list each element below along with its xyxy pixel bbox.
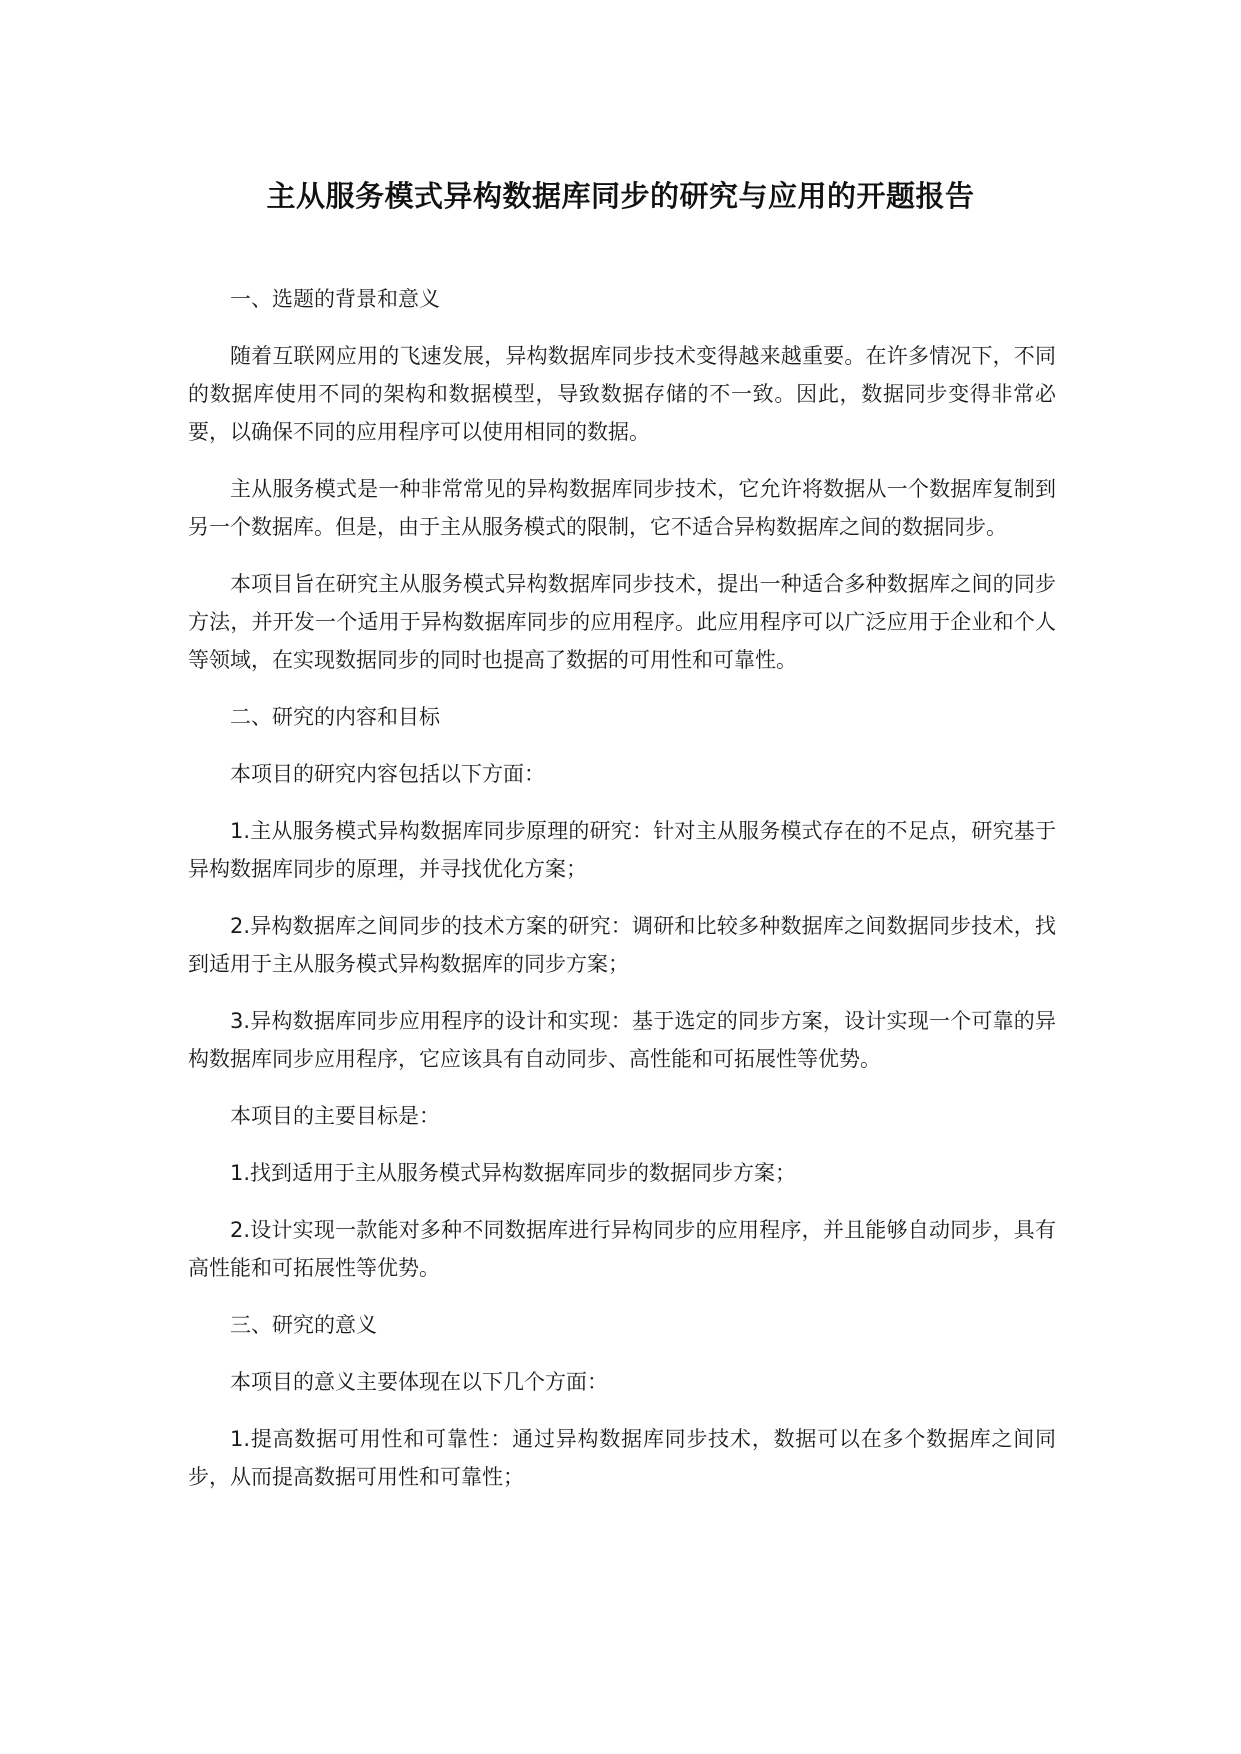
list-item: 1.找到适用于主从服务模式异构数据库同步的数据同步方案； bbox=[230, 1161, 797, 1185]
list-item: 3.异构数据库同步应用程序的设计和实现：基于选定的同步方案，设计实现一个可靠的异构数据库同步应用程序，它应该具有自动同步、高性能和可拓展性等优势。 bbox=[188, 1009, 1056, 1071]
section-heading-significance: 三、研究的意义 bbox=[230, 1313, 377, 1337]
list-item: 1.主从服务模式异构数据库同步原理的研究：针对主从服务模式存在的不足点，研究基于异构数据库同步的原理，并寻找优化方案； bbox=[188, 819, 1056, 881]
list-item: 1.提高数据可用性和可靠性：通过异构数据库同步技术，数据可以在多个数据库之间同步，从而提高数据可用性和可靠性； bbox=[188, 1427, 1056, 1489]
section-heading-content: 二、研究的内容和目标 bbox=[230, 705, 440, 729]
list-item: 2.异构数据库之间同步的技术方案的研究：调研和比较多种数据库之间数据同步技术，找到适用于主从服务模式异构数据库的同步方案； bbox=[188, 914, 1056, 976]
paragraph: 本项目的研究内容包括以下方面： bbox=[230, 762, 545, 786]
paragraph: 本项目的主要目标是： bbox=[230, 1104, 440, 1128]
paragraph: 本项目旨在研究主从服务模式异构数据库同步技术，提出一种适合多种数据库之间的同步方法，并开发一个适用于异构数据库同步的应用程序。此应用程序可以广泛应用于企业和个人等领域，在实现数据同步的同时也提高了数据的可用性和可靠性。 bbox=[188, 572, 1056, 672]
paragraph: 主从服务模式是一种非常常见的异构数据库同步技术，它允许将数据从一个数据库复制到另一个数据库。但是，由于主从服务模式的限制，它不适合异构数据库之间的数据同步。 bbox=[188, 477, 1056, 539]
list-item: 2.设计实现一款能对多种不同数据库进行异构同步的应用程序，并且能够自动同步，具有高性能和可拓展性等优势。 bbox=[188, 1218, 1056, 1280]
document-title: 主从服务模式异构数据库同步的研究与应用的开题报告 bbox=[266, 179, 975, 213]
section-heading-background: 一、选题的背景和意义 bbox=[230, 287, 440, 311]
paragraph: 本项目的意义主要体现在以下几个方面： bbox=[230, 1370, 608, 1394]
document-body bbox=[188, 280, 1056, 1515]
paragraph: 随着互联网应用的飞速发展，异构数据库同步技术变得越来越重要。在许多情况下，不同的数据库使用不同的架构和数据模型，导致数据存储的不一致。因此，数据同步变得非常必要，以确保不同的应用程序可以使用相同的数据。 bbox=[188, 344, 1056, 444]
